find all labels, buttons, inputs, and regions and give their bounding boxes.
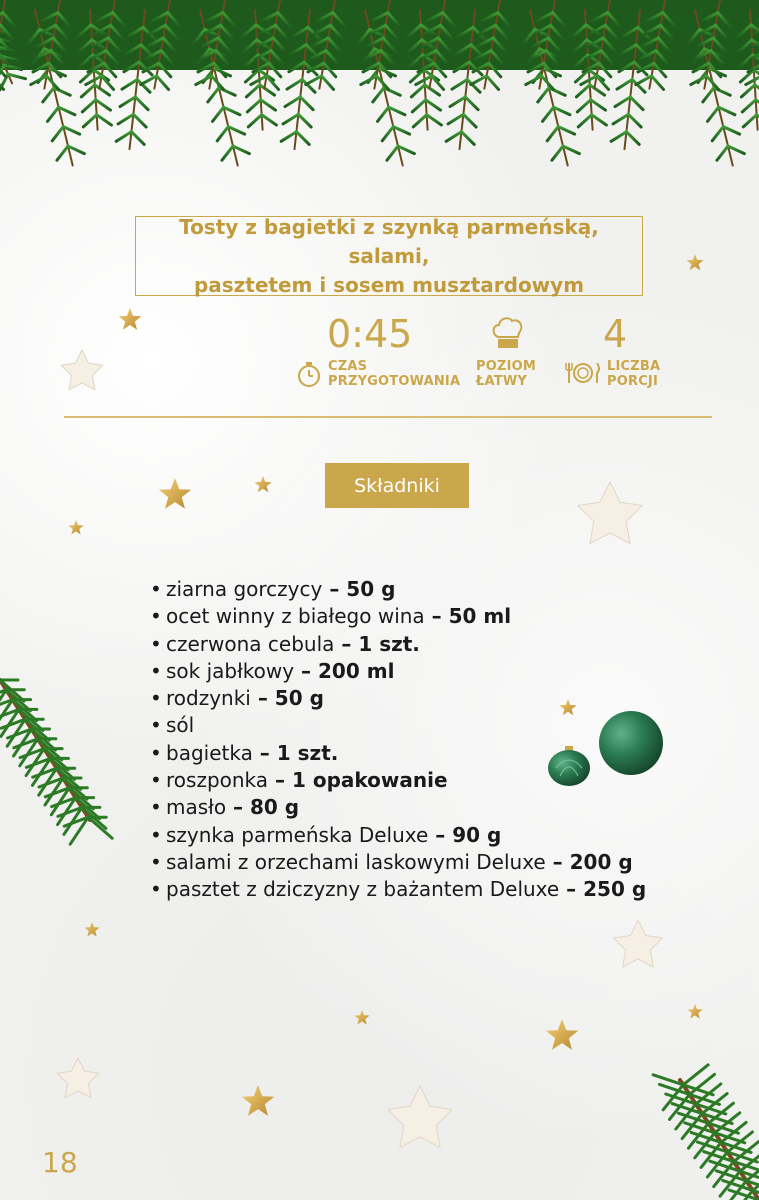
bullet: •	[150, 849, 162, 874]
gold-star-icon	[68, 520, 83, 535]
page-number: 18	[42, 1146, 78, 1179]
bullet: •	[150, 740, 162, 765]
bullet: •	[150, 631, 162, 656]
ingredient-quantity: – 1 szt.	[252, 740, 339, 765]
gold-star-icon	[254, 476, 271, 492]
ingredient-name: ziarna gorczycy	[166, 577, 323, 601]
white-star-icon	[57, 1058, 99, 1098]
ingredient-name: pasztet z dziczyzny z bażantem Deluxe	[166, 877, 560, 902]
ingredient-name: sól	[166, 713, 195, 738]
bullet: •	[150, 822, 162, 847]
ingredients-list	[150, 576, 710, 904]
ingredient-item	[150, 876, 710, 903]
ingredient-quantity: – 1 szt.	[334, 631, 420, 656]
gold-star-icon	[354, 1010, 369, 1025]
prep-time-label: CZAS PRZYGOTOWANIA	[328, 359, 461, 389]
bullet: •	[150, 795, 162, 820]
gold-star-icon	[119, 308, 142, 330]
bullet: •	[150, 577, 162, 601]
pine-garland-top	[0, 0, 759, 165]
stopwatch-icon	[297, 361, 321, 387]
ingredient-name: szynka parmeńska Deluxe	[166, 822, 429, 847]
gold-star-icon	[84, 922, 99, 937]
ingredients-heading: Składniki	[325, 463, 469, 508]
bullet: •	[150, 658, 162, 683]
section-divider	[64, 416, 712, 418]
recipe-title	[139, 213, 639, 300]
ingredient-name: sok jabłkowy	[166, 658, 295, 683]
ingredient-item	[150, 849, 710, 876]
bullet: •	[150, 713, 162, 738]
ingredient-item	[150, 658, 710, 685]
plate-cutlery-icon	[565, 361, 601, 385]
ingredient-item	[150, 740, 710, 767]
chef-hat-icon	[491, 315, 525, 351]
ingredient-name: czerwona cebula	[166, 631, 335, 656]
recipe-title-line1: Tosty z bagietki z szynką parmeńską, salami,	[179, 214, 599, 268]
bullet: •	[150, 686, 162, 711]
ingredient-name: masło	[166, 795, 227, 820]
gold-star-icon	[242, 1085, 274, 1116]
recipe-title-line2: pasztetem i sosem musztardowym	[193, 272, 585, 297]
servings-label: LICZBA PORCJI	[607, 359, 661, 389]
ingredient-item	[150, 794, 710, 821]
ingredient-name: ocet winny z białego wina	[166, 604, 425, 629]
ingredient-quantity: – 80 g	[226, 795, 300, 820]
ingredient-quantity: – 250 g	[559, 877, 647, 902]
ingredient-quantity: – 200 g	[545, 849, 633, 874]
white-star-icon	[613, 920, 662, 967]
ingredient-item	[150, 576, 710, 603]
ingredient-quantity: – 50 ml	[424, 604, 512, 629]
ingredient-name: roszponka	[166, 768, 269, 793]
ingredient-quantity: – 90 g	[428, 822, 502, 847]
pine-branch-left	[0, 680, 112, 844]
ingredient-quantity: – 200 ml	[294, 658, 395, 683]
ingredient-item	[150, 685, 710, 712]
servings-value: 4	[603, 312, 628, 356]
gold-star-icon	[546, 1019, 578, 1050]
bullet: •	[150, 768, 162, 793]
ingredient-quantity: – 1 opakowanie	[268, 768, 448, 793]
difficulty-label: POZIOM ŁATWY	[476, 359, 537, 389]
gold-star-icon	[686, 254, 703, 270]
ingredient-item	[150, 767, 710, 794]
ingredient-item	[150, 631, 710, 658]
ingredient-item	[150, 822, 710, 849]
ingredient-name: salami z orzechami laskowymi Deluxe	[166, 849, 546, 874]
white-star-icon	[388, 1086, 453, 1148]
white-star-icon	[578, 482, 643, 544]
recipe-title-box	[135, 216, 643, 296]
ingredient-item	[150, 603, 710, 630]
gold-star-icon	[159, 478, 191, 509]
ingredient-name: bagietka	[166, 740, 253, 765]
ingredient-item	[150, 712, 710, 739]
gold-star-icon	[687, 1004, 702, 1019]
ingredient-name: rodzynki	[166, 686, 251, 711]
bullet: •	[150, 604, 162, 629]
white-star-icon	[61, 350, 103, 390]
ingredient-quantity: – 50 g	[322, 577, 396, 601]
prep-time-value: 0:45	[327, 312, 413, 356]
ingredient-quantity: – 50 g	[250, 686, 324, 711]
bullet: •	[150, 877, 162, 902]
pine-branch-bottom-right	[653, 1065, 759, 1200]
